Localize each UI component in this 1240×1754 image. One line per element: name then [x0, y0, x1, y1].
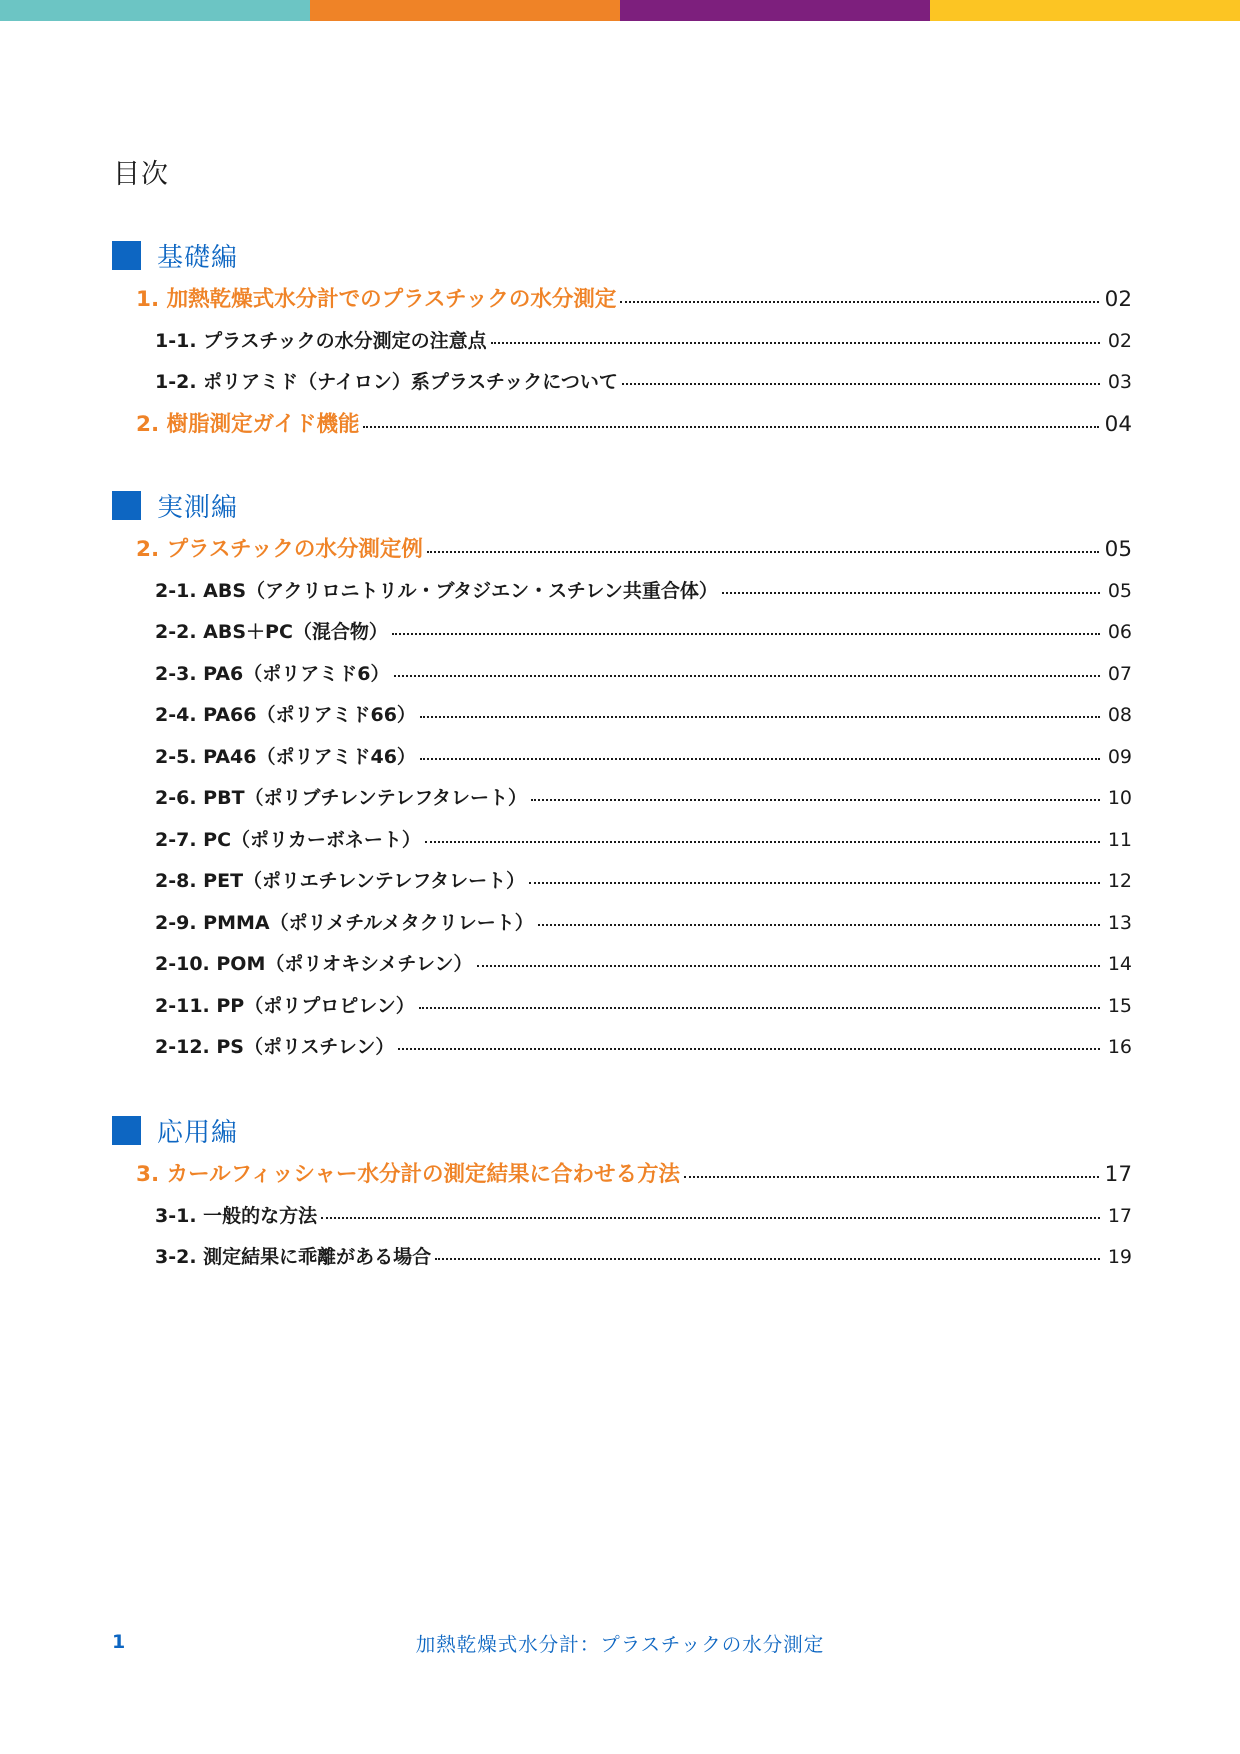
toc-chapter-entry[interactable] [112, 404, 1132, 446]
toc-entry-label: 2-6. PBT（ポリブチレンテレフタレート） [155, 787, 527, 809]
toc-dot-leader [531, 799, 1100, 801]
toc-entry-label: 2-7. PC（ポリカーボネート） [155, 828, 421, 851]
toc-chapter-entry[interactable] [112, 529, 1132, 571]
toc-entry-label: 2-5. PA46（ポリアミド46） [155, 745, 416, 768]
section-header [112, 233, 1132, 277]
toc-subsection-entry[interactable] [112, 362, 1132, 404]
toc-section-applications [112, 1108, 1132, 1279]
toc-section-basics [112, 233, 1132, 445]
toc-subsection-entry[interactable] [112, 654, 1132, 696]
toc-dot-leader [435, 1258, 1100, 1260]
toc-entry-page: 11 [1107, 828, 1132, 851]
toc-subsection-entry[interactable] [112, 571, 1132, 613]
toc-entry-page: 16 [1107, 1036, 1132, 1058]
toc-entry-label: 2-3. PA6（ポリアミド6） [155, 662, 390, 685]
toc-entry-label: 1-2. ポリアミド（ナイロン）系プラスチックについて [155, 371, 618, 393]
section-header [112, 1108, 1132, 1152]
toc-entry-label: 2-2. ABS＋PC（混合物） [155, 621, 388, 643]
toc-dot-leader [684, 1176, 1099, 1178]
toc-subsection-entry[interactable] [112, 944, 1132, 986]
toc-dot-leader [538, 924, 1100, 926]
section-header [112, 483, 1132, 527]
toc-entry-page: 05 [1104, 537, 1132, 562]
color-band-yellow [930, 0, 1240, 21]
toc-subsection-entry[interactable] [112, 695, 1132, 737]
toc-entry-page: 12 [1107, 870, 1132, 892]
footer-page-number: 1 [112, 1631, 126, 1653]
page-title: 目次 [113, 159, 169, 190]
toc-entry-page: 03 [1107, 371, 1132, 393]
color-band-purple [620, 0, 930, 21]
toc-entries [112, 279, 1132, 445]
toc-dot-leader [321, 1217, 1100, 1219]
toc-entry-label: 3-1. 一般的な方法 [155, 1204, 318, 1227]
toc-dot-leader [491, 342, 1100, 344]
toc-entry-label: 2-4. PA66（ポリアミド66） [155, 704, 416, 726]
toc-entry-page: 15 [1107, 994, 1132, 1017]
toc-subsection-entry[interactable] [112, 986, 1132, 1028]
toc-entry-label: 1-1. プラスチックの水分測定の注意点 [155, 329, 487, 352]
toc-entry-label: 2-9. PMMA（ポリメチルメタクリレート） [155, 911, 534, 934]
toc-entry-page: 09 [1107, 745, 1132, 768]
toc-entry-label: 1. 加熱乾燥式水分計でのプラスチックの水分測定 [136, 287, 617, 312]
toc-dot-leader [419, 1007, 1100, 1009]
toc-dot-leader [425, 841, 1100, 843]
toc-entries [112, 1154, 1132, 1279]
toc-entries [112, 529, 1132, 1069]
section-title: 基礎編 [157, 242, 239, 273]
section-title: 実測編 [157, 492, 239, 523]
toc-entry-label: 2. プラスチックの水分測定例 [136, 537, 423, 562]
toc-entry-label: 2. 樹脂測定ガイド機能 [136, 411, 360, 437]
toc-dot-leader [394, 675, 1101, 677]
section-title: 応用編 [157, 1117, 239, 1148]
footer-running-title: 加熱乾燥式水分計：プラスチックの水分測定 [415, 1633, 825, 1656]
toc-entry-label: 2-10. POM（ポリオキシメチレン） [155, 953, 473, 975]
section-marker-square-icon [112, 1116, 141, 1145]
toc-entry-page: 05 [1107, 579, 1132, 602]
toc-subsection-entry[interactable] [112, 903, 1132, 945]
toc-subsection-entry[interactable] [112, 737, 1132, 779]
toc-subsection-entry[interactable] [112, 861, 1132, 903]
toc-entry-page: 19 [1107, 1246, 1132, 1268]
toc-entry-page: 17 [1104, 1162, 1132, 1187]
toc-dot-leader [622, 383, 1100, 385]
toc-subsection-entry[interactable] [112, 820, 1132, 862]
section-marker-square-icon [112, 491, 141, 520]
toc-chapter-entry[interactable] [112, 1154, 1132, 1196]
toc-chapter-entry[interactable] [112, 279, 1132, 321]
toc-entry-label: 2-12. PS（ポリスチレン） [155, 1036, 395, 1058]
toc-dot-leader [420, 758, 1100, 760]
toc-entry-page: 04 [1104, 411, 1132, 437]
toc-dot-leader [398, 1048, 1100, 1050]
section-marker-square-icon [112, 241, 141, 270]
toc-entry-label: 2-8. PET（ポリエチレンテレフタレート） [155, 870, 526, 892]
toc-dot-leader [420, 716, 1100, 718]
toc-entry-page: 02 [1104, 287, 1132, 312]
toc-entry-page: 08 [1107, 704, 1132, 726]
toc-entry-page: 13 [1107, 911, 1132, 934]
toc-entry-page: 02 [1107, 329, 1132, 352]
toc-subsection-entry[interactable] [112, 1027, 1132, 1069]
toc-entry-label: 3-2. 測定結果に乖離がある場合 [155, 1246, 432, 1268]
toc-subsection-entry[interactable] [112, 1196, 1132, 1238]
toc-dot-leader [722, 592, 1100, 594]
color-band-teal [0, 0, 310, 21]
toc-entry-label: 2-11. PP（ポリプロピレン） [155, 994, 415, 1017]
toc-section-measurements [112, 483, 1132, 1069]
toc-entry-page: 17 [1107, 1204, 1132, 1227]
toc-dot-leader [620, 301, 1098, 303]
toc-dot-leader [363, 426, 1098, 428]
top-color-bar [0, 0, 1240, 21]
toc-entry-page: 06 [1107, 621, 1132, 643]
toc-subsection-entry[interactable] [112, 1237, 1132, 1279]
toc-entry-page: 14 [1107, 953, 1132, 975]
toc-entry-page: 07 [1107, 662, 1132, 685]
toc-entry-label: 3. カールフィッシャー水分計の測定結果に合わせる方法 [136, 1162, 681, 1187]
toc-subsection-entry[interactable] [112, 778, 1132, 820]
toc-subsection-entry[interactable] [112, 612, 1132, 654]
toc-dot-leader [427, 551, 1099, 553]
toc-dot-leader [529, 882, 1100, 884]
color-band-orange [310, 0, 620, 21]
toc-dot-leader [392, 633, 1100, 635]
toc-dot-leader [477, 965, 1100, 967]
toc-entry-label: 2-1. ABS（アクリロニトリル・ブタジエン・スチレン共重合体） [155, 579, 718, 602]
toc-subsection-entry[interactable] [112, 321, 1132, 363]
toc-entry-page: 10 [1107, 787, 1132, 809]
